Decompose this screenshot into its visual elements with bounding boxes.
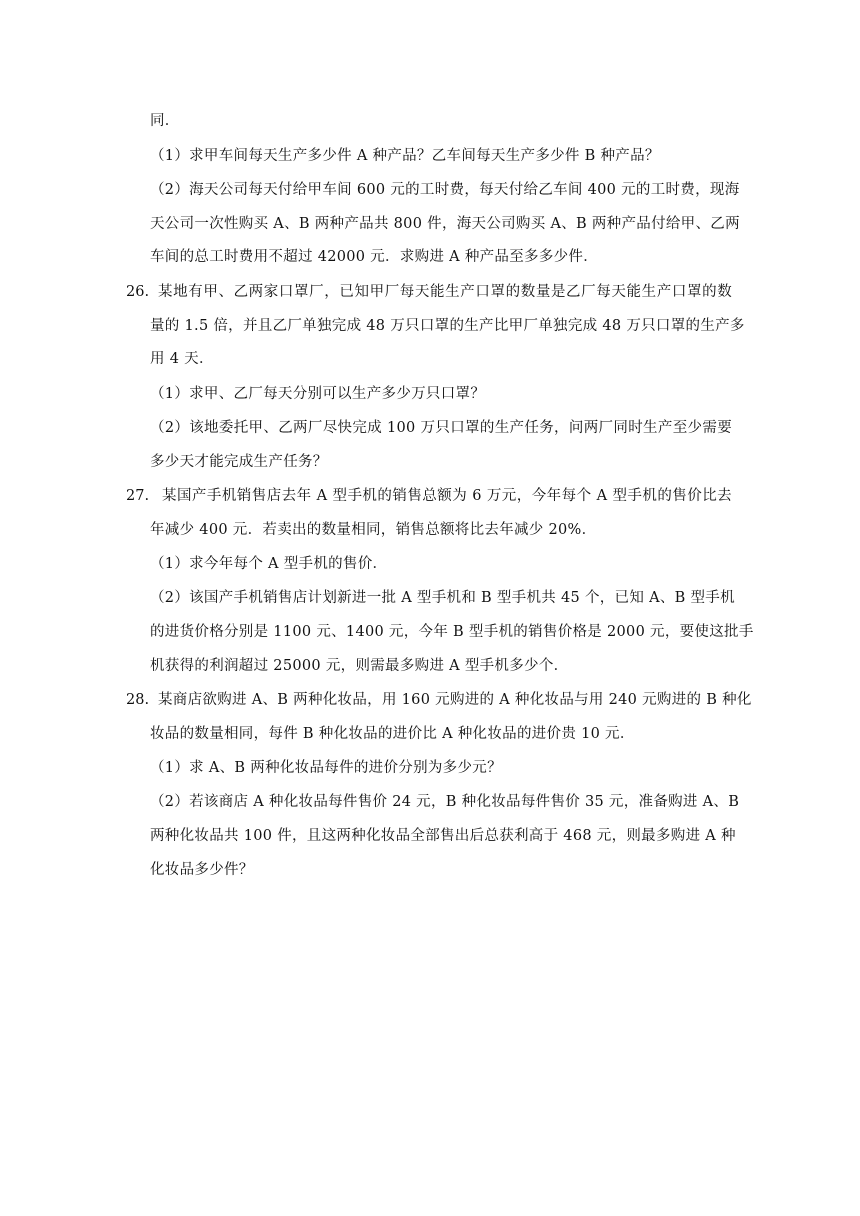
q25-text-line: 同．: [150, 113, 180, 129]
q26-number: 26.: [126, 284, 150, 300]
q27-part2-line: （2）该国产手机销售店计划新进一批 A 型手机和 B 型手机共 45 个，已知 A、B 型手机: [150, 590, 735, 606]
q27-part2-line: 的进货价格分别是 1100 元、1400 元，今年 B 型手机的销售价格是 2000 元，要使这批手: [150, 624, 754, 640]
q25-part2-line: （2）海天公司每天付给甲车间 600 元的工时费，每天付给乙车间 400 元的工时费，现海: [150, 182, 740, 198]
q26-text-line: 用 4 天．: [150, 351, 214, 367]
q26-part2-line: 多少天才能完成生产任务？: [150, 454, 328, 470]
q28-number: 28.: [126, 692, 150, 708]
q27-number: 27.: [126, 488, 150, 504]
q28-part2-line: 两种化妆品共 100 件，且这两种化妆品全部售出后总获利高于 468 元，则最多购进 A 种: [150, 828, 736, 844]
q28-part2-line: （2）若该商店 A 种化妆品每件售价 24 元，B 种化妆品每件售价 35 元，准备购进 A、B: [150, 794, 740, 810]
q25-part2-line: 天公司一次性购买 A、B 两种产品共 800 件，海天公司购买 A、B 两种产品付给甲、乙两: [150, 216, 740, 232]
q27-part1: （1）求今年每个 A 型手机的售价．: [150, 556, 388, 572]
q26-part1: （1）求甲、乙厂每天分别可以生产多少万只口罩？: [150, 386, 486, 402]
q28-text-line: 妆品的数量相同，每件 B 种化妆品的进价比 A 种化妆品的进价贵 10 元．: [150, 726, 635, 742]
q25-part1: （1）求甲车间每天生产多少件 A 种产品？乙车间每天生产多少件 B 种产品？: [150, 148, 660, 164]
q27-text-line: 年减少 400 元．若卖出的数量相同，销售总额将比去年减少 20%．: [150, 522, 597, 538]
q28-part2-line: 化妆品多少件？: [150, 862, 254, 878]
q28-text-line: 某商店欲购进 A、B 两种化妆品，用 160 元购进的 A 种化妆品与用 240 元购进的 B 种化: [158, 692, 752, 708]
q26-text-line: 某地有甲、乙两家口罩厂，已知甲厂每天能生产口罩的数量是乙厂每天能生产口罩的数: [158, 284, 732, 300]
q27-text-line: 某国产手机销售店去年 A 型手机的销售总额为 6 万元，今年每个 A 型手机的售价比去: [162, 488, 732, 504]
q25-part2-line: 车间的总工时费用不超过 42000 元．求购进 A 种产品至多多少件．: [150, 249, 599, 265]
q26-part2-line: （2）该地委托甲、乙两厂尽快完成 100 万只口罩的生产任务，问两厂同时生产至少需要: [150, 420, 732, 436]
q27-part2-line: 机获得的利润超过 25000 元，则需最多购进 A 型手机多少个．: [150, 658, 569, 674]
q28-part1: （1）求 A、B 两种化妆品每件的进价分别为多少元？: [150, 760, 502, 776]
q26-text-line: 量的 1.5 倍，并且乙厂单独完成 48 万只口罩的生产比甲厂单独完成 48 万只口罩的生产多: [150, 318, 745, 334]
